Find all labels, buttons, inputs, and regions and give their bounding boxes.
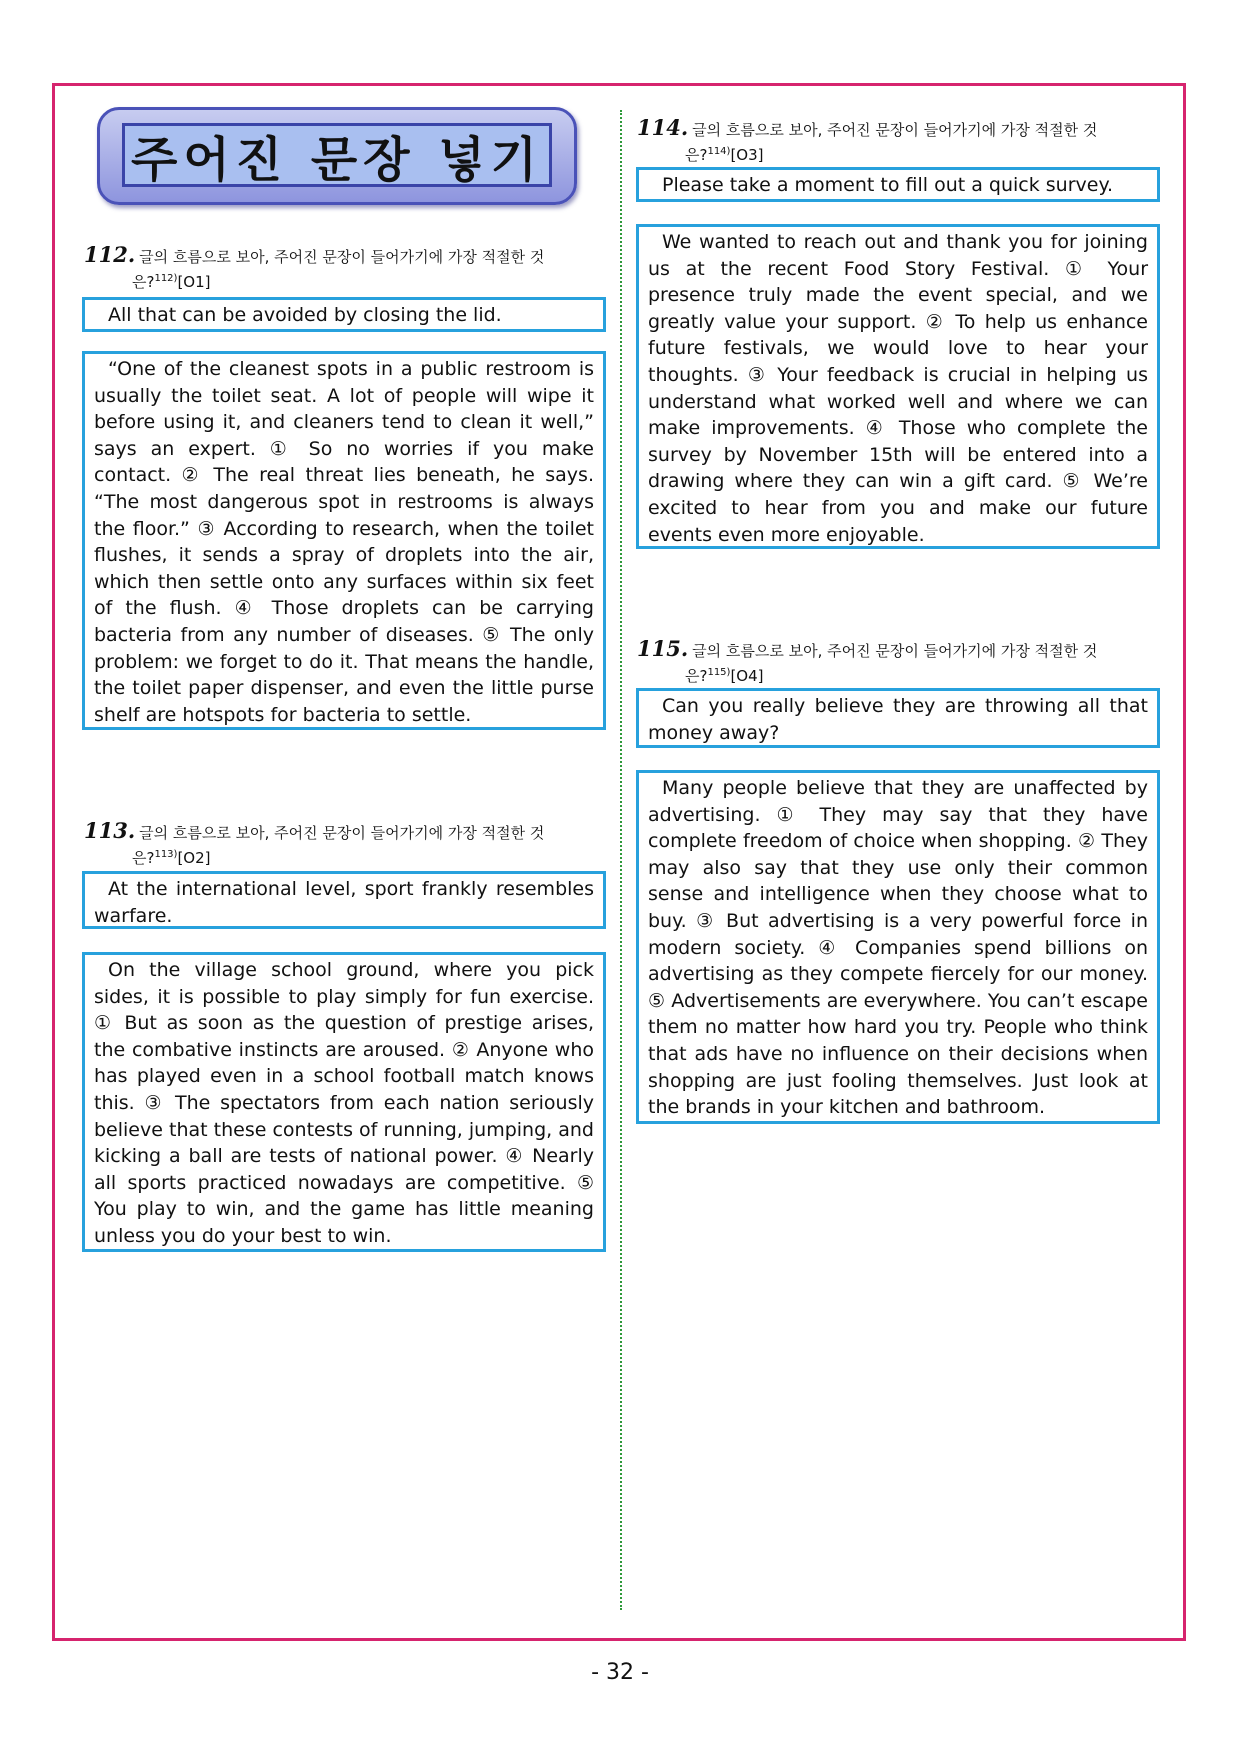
footnote-ref: 114): [707, 146, 731, 157]
question-code: [O4]: [730, 667, 764, 685]
question-number: 113.: [84, 818, 136, 843]
question-number: 114.: [637, 115, 689, 140]
question-prompt: 글의 흐름으로 보아, 주어진 문장이 들어가기에 가장 적절한 것: [692, 642, 1098, 660]
question-number: 115.: [637, 636, 689, 661]
passage-text: On the village school ground, where you pick sides, it is possible to play simply for fun exercise. ① But as soon as the question of prestige arises, the combative instincts are aroused. ② Anyone who has played even in a school football match knows this. ③ The spectators from each nation seriously believe that these contests of running, jumping, and kicking a ball are tests of national power. ④ Nearly all sports practiced nowadays are competitive. ⑤ You play to win, and the game has little meaning unless you do your best to win.: [94, 959, 594, 1247]
passage-text: Many people believe that they are unaffected by advertising. ① They may say that they have complete freedom of choice when shopping. ② They may also say that they use only their common sense and intelligence when they choose what to buy. ③ But advertising is a very powerful force in modern society. ④ Companies spend billions on advertising as they compete fiercely for our money. ⑤ Advertisements are everywhere. You can’t escape them no matter how hard you try. People who think that ads have no influence on their decisions when shopping are just fooling themselves. Just look at the brands in your kitchen and bathroom.: [648, 777, 1148, 1119]
question-114-header: [637, 117, 1157, 166]
passage-box-114: [636, 224, 1160, 549]
question-code: [O1]: [177, 273, 211, 291]
column-divider: [620, 110, 622, 1610]
question-prompt-tail: 은?: [132, 273, 155, 291]
page-number: - 32 -: [591, 1660, 649, 1685]
question-prompt-tail: 은?: [685, 146, 708, 164]
question-code: [O3]: [730, 146, 764, 164]
given-sentence: Please take a moment to fill out a quick survey.: [662, 174, 1114, 196]
question-113-header: [84, 820, 604, 869]
given-sentence: All that can be avoided by closing the lid.: [108, 304, 502, 326]
passage-box-115: [636, 770, 1160, 1124]
footnote-ref: 113): [154, 849, 178, 860]
given-sentence: Can you really believe they are throwing all that money away?: [648, 695, 1148, 744]
given-sentence-box-115: [636, 688, 1160, 748]
question-prompt: 글의 흐름으로 보아, 주어진 문장이 들어가기에 가장 적절한 것: [692, 121, 1098, 139]
question-prompt-tail: 은?: [685, 667, 708, 685]
given-sentence: At the international level, sport frankly resembles warfare.: [94, 878, 594, 927]
passage-text: “One of the cleanest spots in a public restroom is usually the toilet seat. A lot of people will wipe it before using it, and cleaners tend to clean it well,” says an expert. ① So no worries if you make contact. ② The real threat lies beneath, he says. “The most dangerous spot in restrooms is always the floor.” ③ According to research, when the toilet flushes, it sends a spray of droplets into the air, which then settle onto any surfaces within six feet of the flush. ④ Those droplets can be carrying bacteria from any number of diseases. ⑤ The only problem: we forget to do it. That means the handle, the toilet paper dispenser, and even the little purse shelf are hotspots for bacteria to settle.: [94, 358, 594, 726]
passage-box-113: [82, 952, 606, 1252]
question-115-header: [637, 638, 1157, 687]
question-prompt-tail: 은?: [132, 849, 155, 867]
given-sentence-box-112: [82, 297, 606, 332]
footnote-ref: 112): [154, 273, 178, 284]
question-prompt: 글의 흐름으로 보아, 주어진 문장이 들어가기에 가장 적절한 것: [139, 248, 545, 266]
question-prompt: 글의 흐름으로 보아, 주어진 문장이 들어가기에 가장 적절한 것: [139, 824, 545, 842]
passage-text: We wanted to reach out and thank you for joining us at the recent Food Story Festival. ① Your presence truly made the event special, and we greatly value your support. ② To help us enhance future festivals, we would love to hear your thoughts. ③ Your feedback is crucial in helping us understand what worked well and where we can make improvements. ④ Those who complete the survey by November 15th will be entered into a drawing where they can win a gift card. ⑤ We’re excited to hear from you and make our future events even more enjoyable.: [648, 231, 1148, 546]
given-sentence-box-113: [82, 871, 606, 929]
section-title-badge: [97, 107, 577, 205]
given-sentence-box-114: [636, 167, 1160, 202]
passage-box-112: [82, 351, 606, 730]
question-112-header: [84, 244, 604, 293]
section-title: 주어진 문장 넣기: [122, 123, 552, 187]
question-number: 112.: [84, 242, 136, 267]
footnote-ref: 115): [707, 667, 731, 678]
question-code: [O2]: [177, 849, 211, 867]
